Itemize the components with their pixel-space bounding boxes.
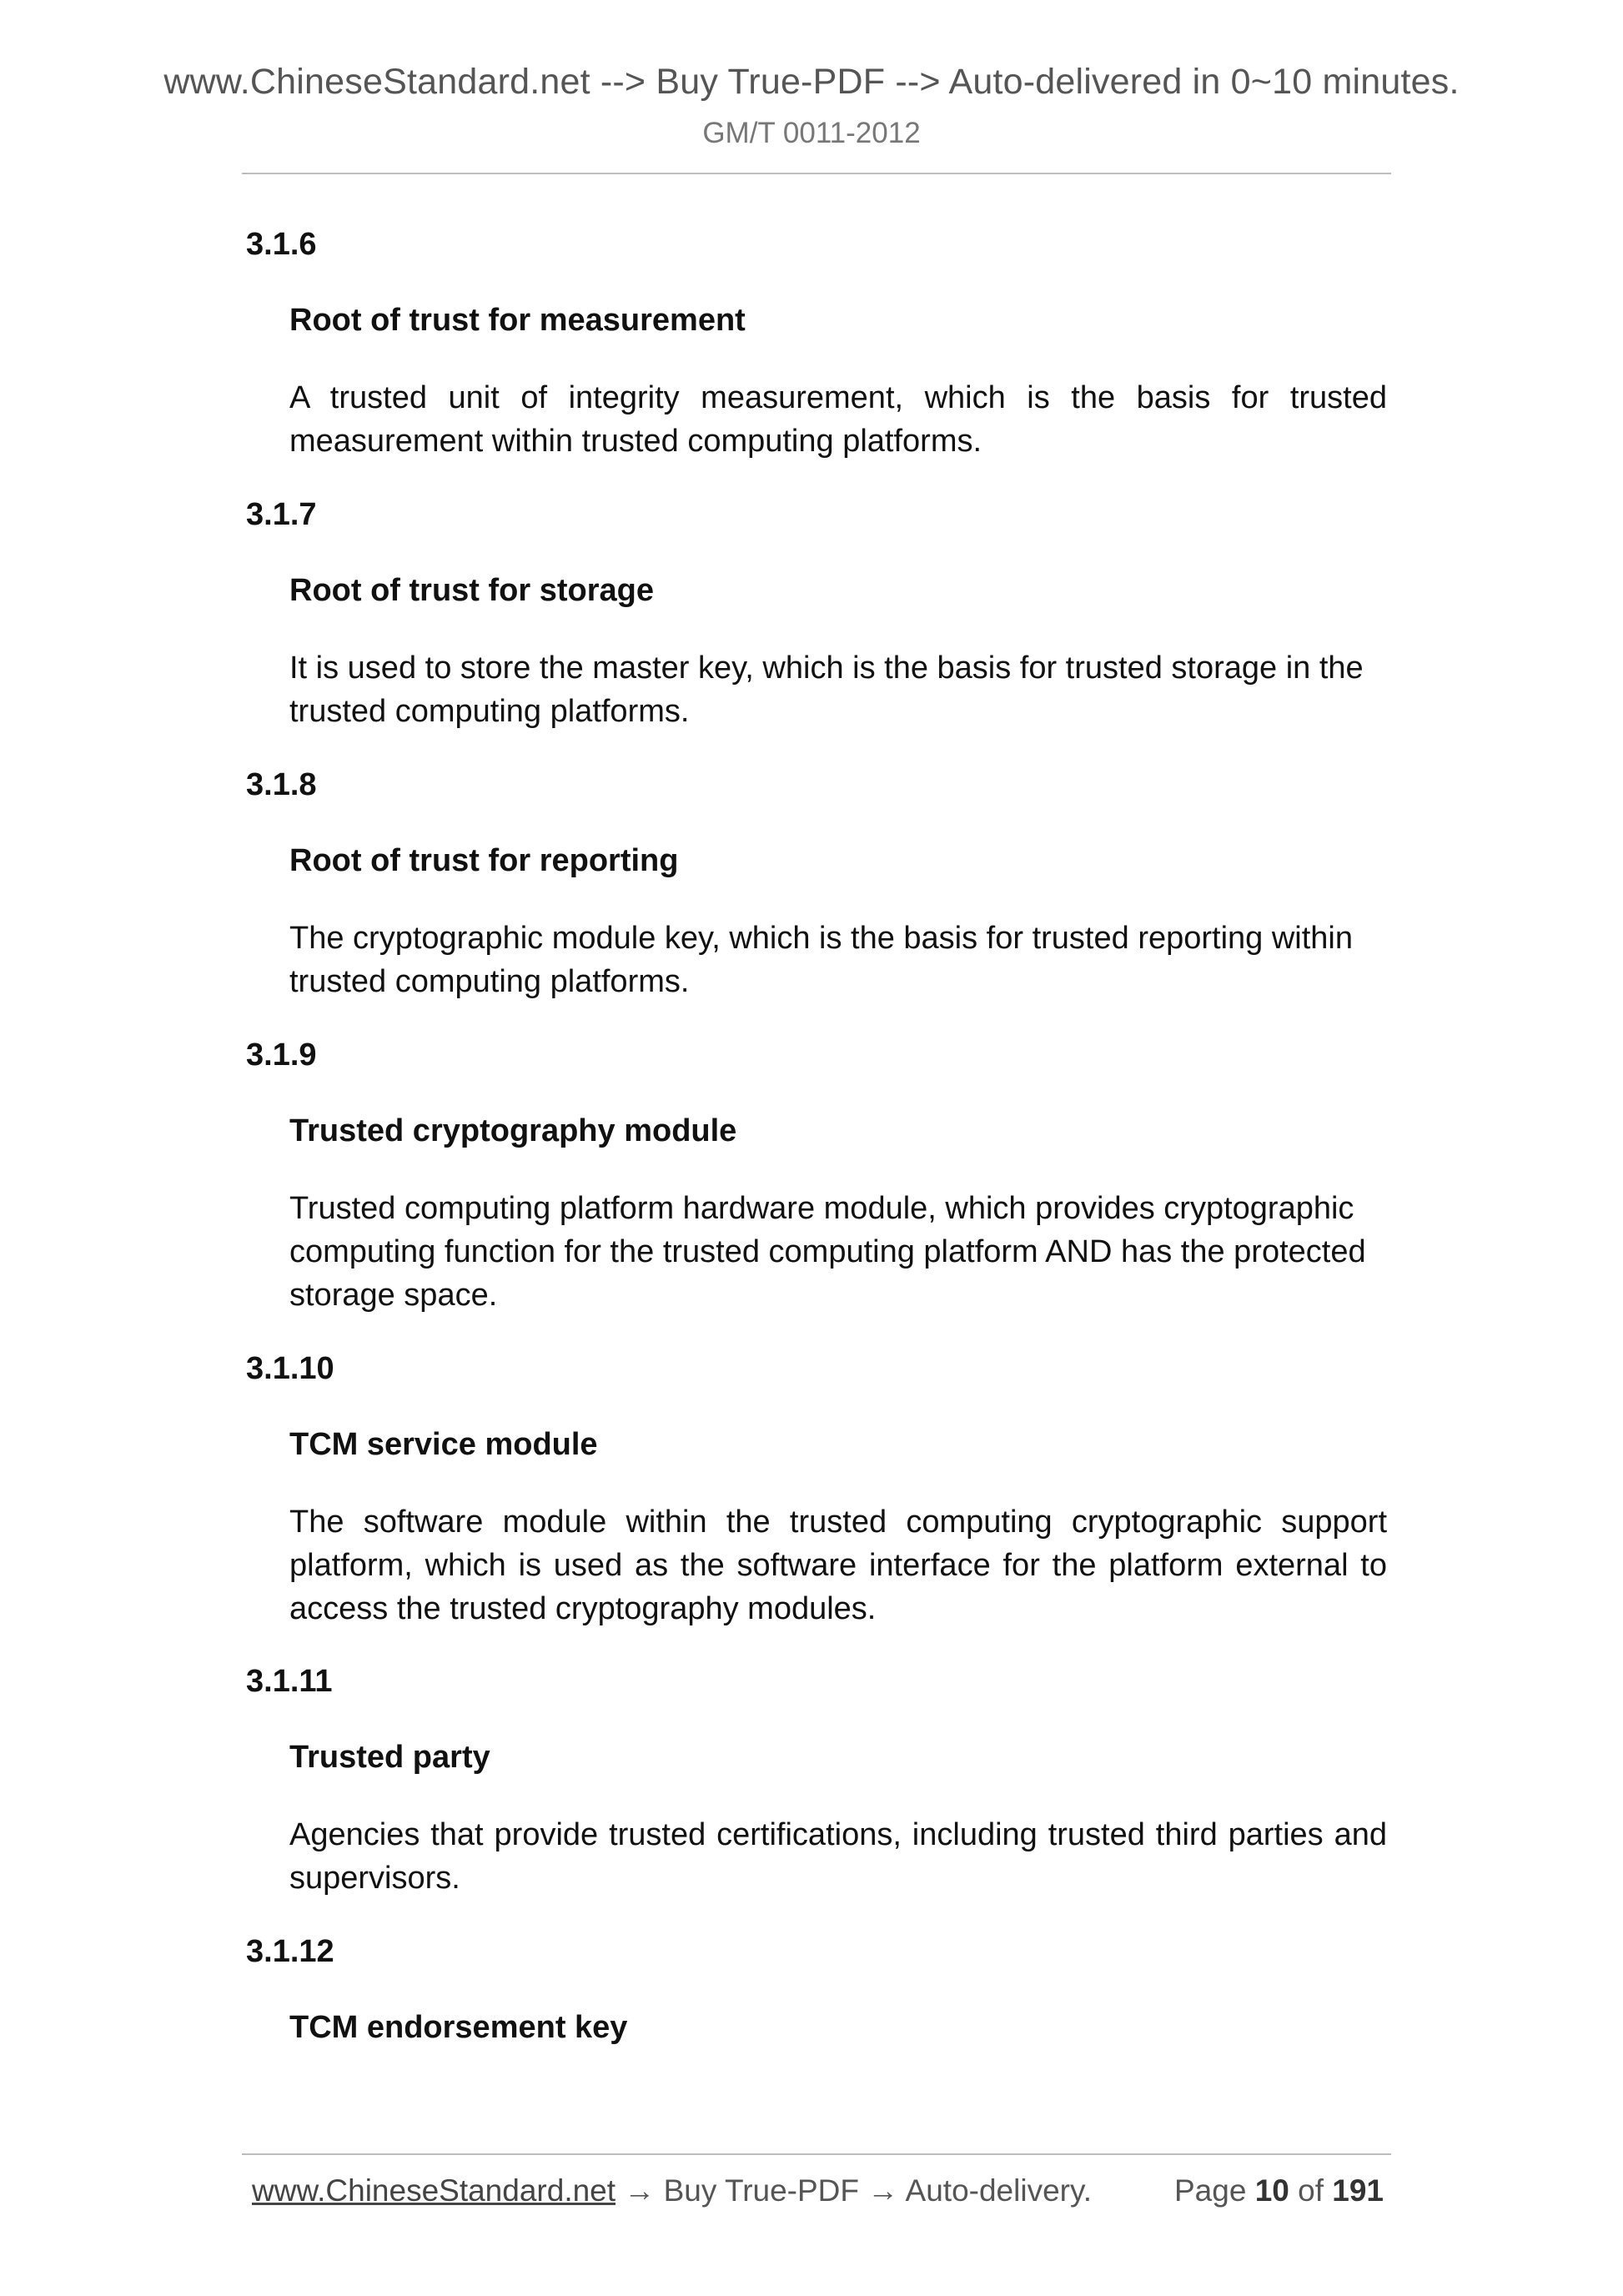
clause-term: Root of trust for storage	[289, 573, 654, 608]
clause-term: Root of trust for measurement	[289, 303, 746, 338]
clause-definition: A trusted unit of integrity measurement, which is the basis for trusted measurement within trusted computing platforms.	[289, 380, 1387, 459]
clause-term: TCM service module	[289, 1427, 598, 1462]
footer-promo	[252, 2173, 1092, 2208]
footer-buy-text: Buy True-PDF	[663, 2173, 860, 2208]
clause-definition: The cryptographic module key, which is the basis for trusted reporting within trusted computing platforms.	[289, 921, 1354, 999]
standard-id: GM/T 0011-2012	[702, 117, 921, 149]
clause-number: 3.1.8	[246, 767, 317, 802]
clause-number: 3.1.7	[246, 497, 317, 532]
clause-definition: The software module within the trusted computing cryptographic support platform, which is used as the software interface for the platform external to access the trusted cryptography modules.	[289, 1505, 1387, 1626]
clause-number: 3.1.10	[246, 1351, 334, 1386]
clause-term: Root of trust for reporting	[289, 843, 679, 878]
clause-number: 3.1.9	[246, 1037, 317, 1073]
clause-number: 3.1.11	[246, 1664, 333, 1699]
clause-definition: Agencies that provide trusted certifications, including trusted third parties and supervisors.	[289, 1817, 1387, 1896]
header-banner: www.ChineseStandard.net --> Buy True-PDF --> Auto-delivered in 0~10 minutes.	[163, 62, 1460, 102]
clause-definition: Trusted computing platform hardware module, which provides cryptographic computing function for the trusted computing platform AND has the protected storage space.	[289, 1191, 1366, 1313]
page-label: Page	[1174, 2173, 1247, 2208]
clause-term: TCM endorsement key	[289, 2010, 628, 2045]
page-total: 191	[1332, 2173, 1384, 2208]
footer-site-link[interactable]: www.ChineseStandard.net	[252, 2173, 616, 2208]
clause-number: 3.1.12	[246, 1934, 334, 1969]
clause-term: Trusted cryptography module	[289, 1113, 737, 1148]
footer-delivery-text: Auto-delivery.	[905, 2173, 1093, 2208]
clause-term: Trusted party	[289, 1740, 490, 1775]
arrow-right-icon: →	[867, 2173, 899, 2208]
page-current: 10	[1254, 2173, 1289, 2208]
clause-definition: It is used to store the master key, which is the basis for trusted storage in the trusted computing platforms.	[289, 651, 1364, 729]
arrow-right-icon: →	[624, 2173, 656, 2208]
page-indicator	[1174, 2173, 1384, 2208]
page-of: of	[1298, 2173, 1324, 2208]
clause-number: 3.1.6	[246, 227, 317, 262]
header-divider	[242, 173, 1391, 174]
footer-divider	[242, 2153, 1391, 2155]
